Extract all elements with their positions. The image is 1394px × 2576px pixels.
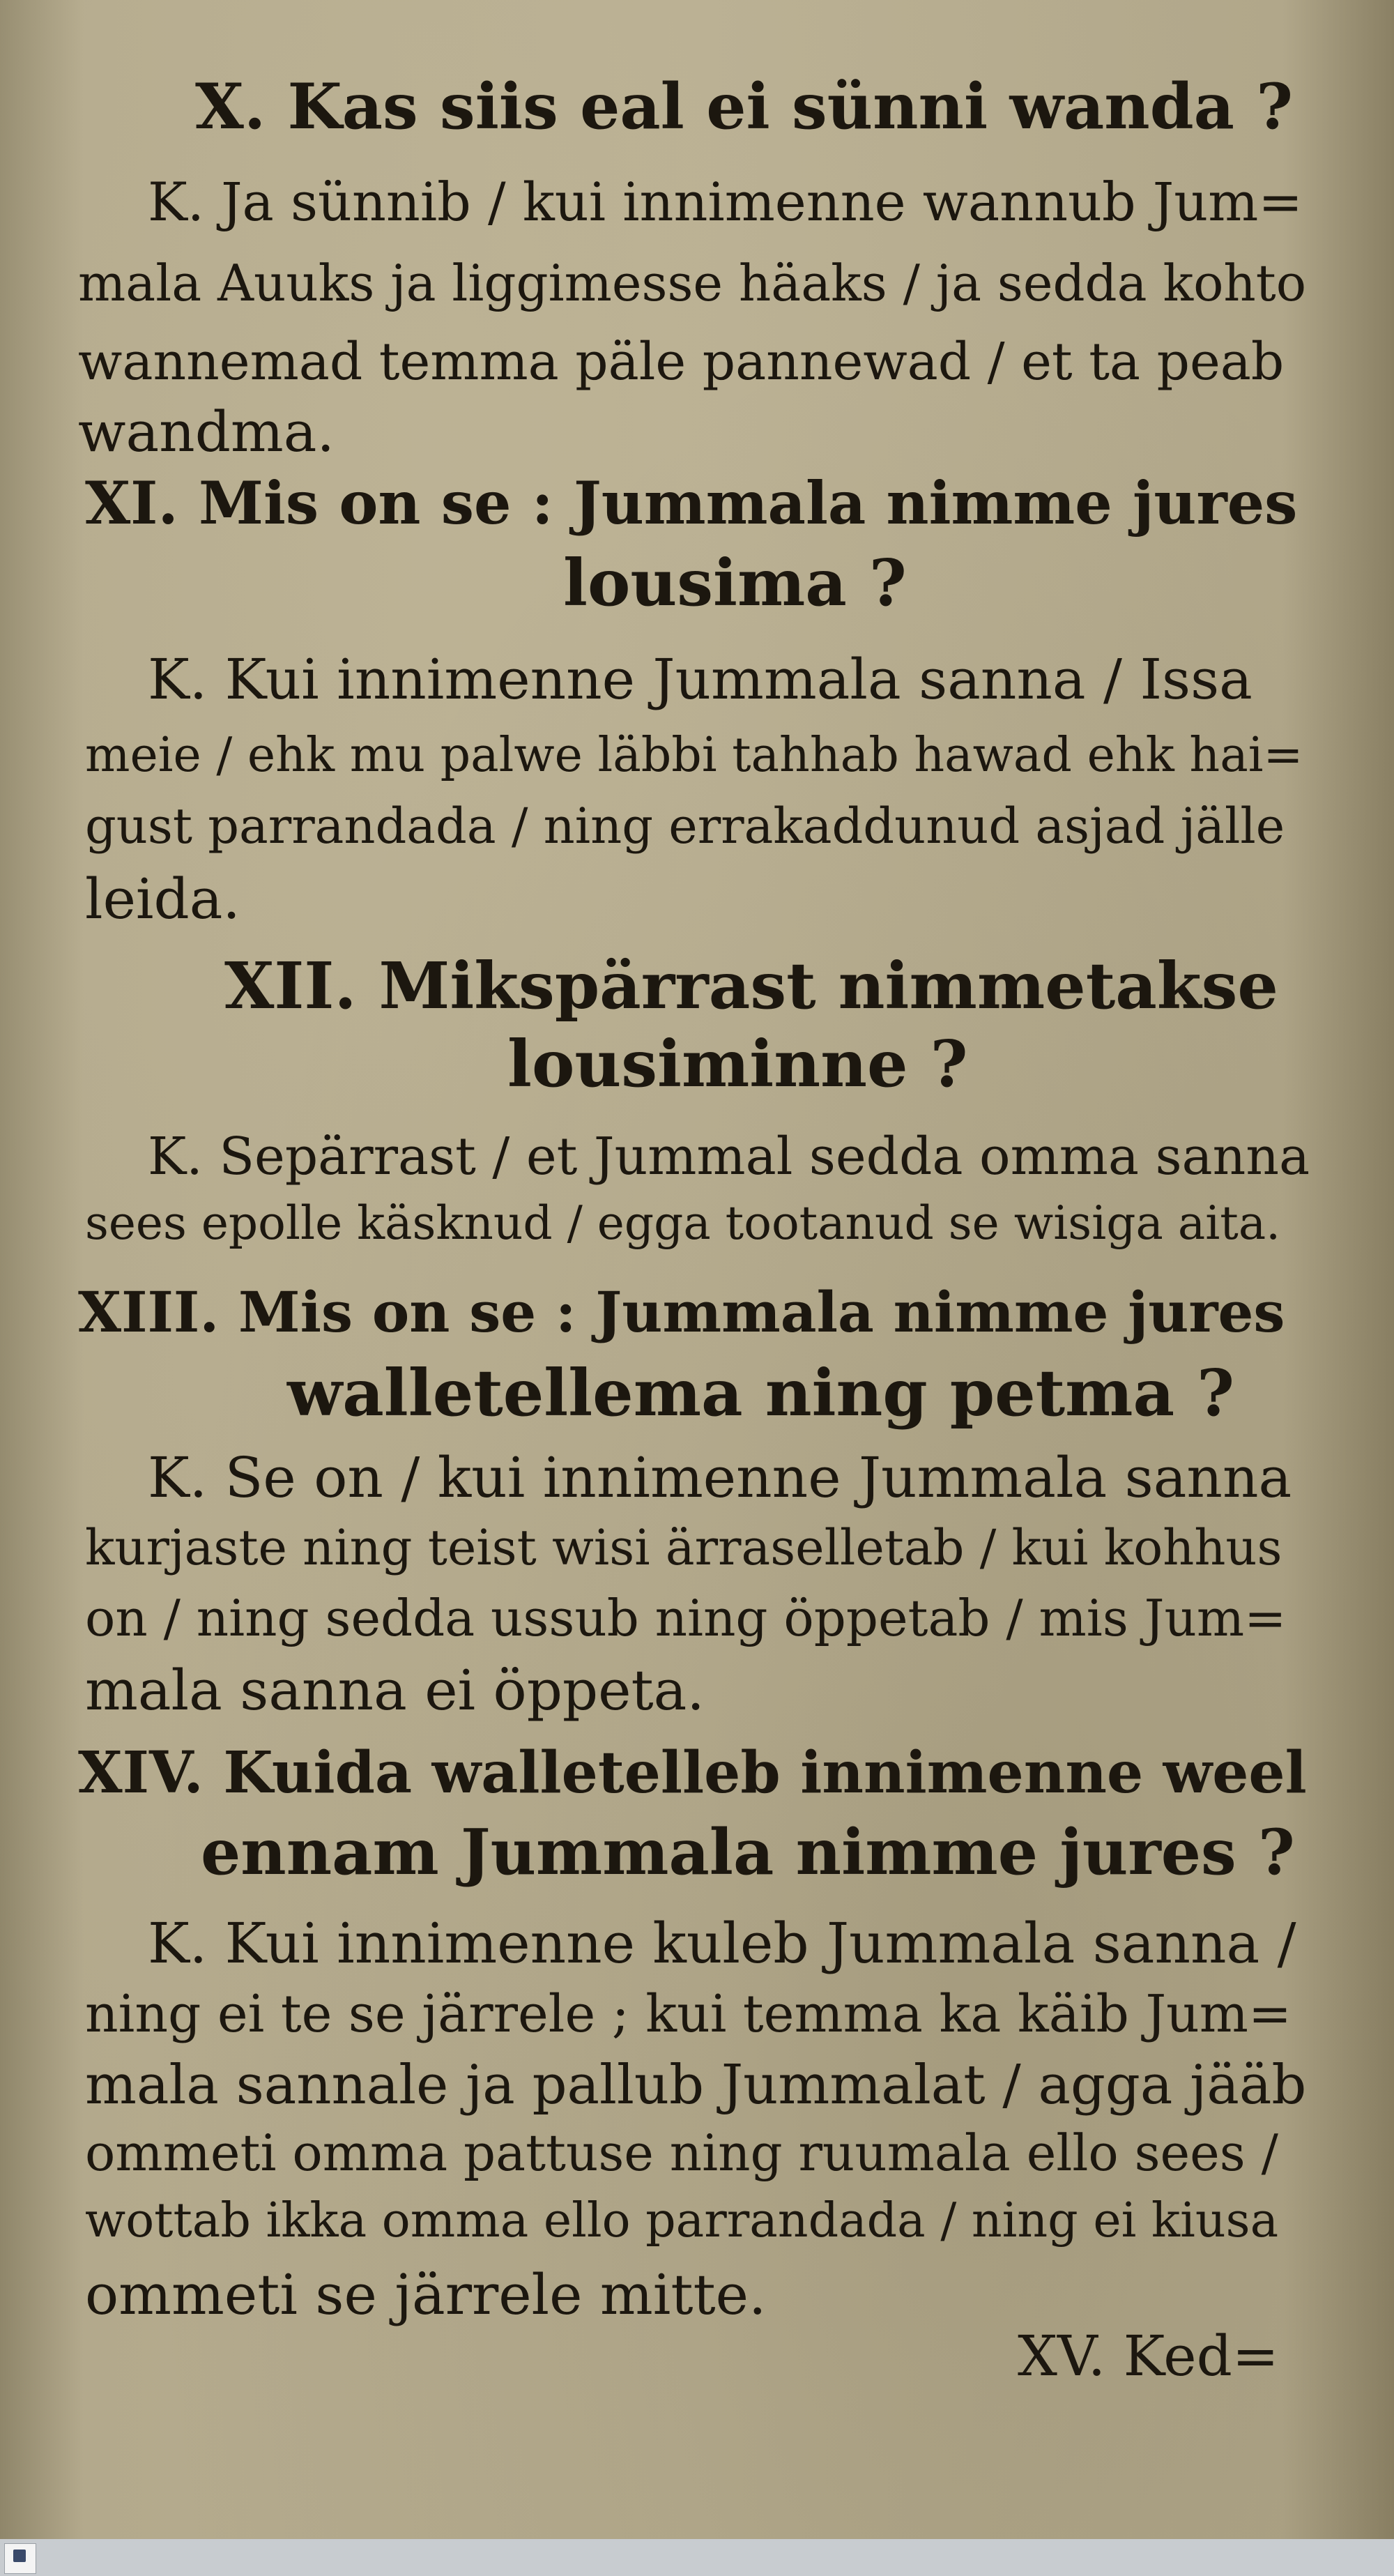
answer-line: K. Se on / kui innimenne Jummala sanna — [148, 1445, 1292, 1510]
question-number: XIV. — [78, 1739, 204, 1806]
question-13-heading — [78, 1279, 1285, 1345]
answer-line: wottab ikka omma ello parrandada / ning ei kiusa — [85, 2193, 1279, 2248]
answer-line: sees epolle käsknud / egga tootanud se wisiga aita. — [85, 1196, 1281, 1250]
answer-line: wandma. — [78, 399, 335, 464]
question-12-heading — [224, 948, 1278, 1023]
answer-line: ning ei te se järrele ; kui temma ka käib Jum= — [85, 1984, 1292, 2044]
answer-line: ommeti se järrele mitte. — [85, 2262, 767, 2327]
question-text: Mis on se : Jummala nimme jures — [198, 468, 1298, 538]
answer-line: ommeti omma pattuse ning ruumala ello sees / — [85, 2124, 1278, 2182]
answer-line: K. Kui innimenne kuleb Jummala sanna / — [148, 1911, 1296, 1976]
question-text: Kuida walletelleb innimenne weel — [223, 1739, 1307, 1806]
question-text: Kas siis eal ei sünni wanda ? — [287, 70, 1294, 144]
question-text: Mis on se : Jummala nimme jures — [238, 1279, 1285, 1345]
answer-line: K. Kui innimenne Jummala sanna / Issa — [148, 647, 1253, 712]
question-10-heading — [195, 70, 1294, 144]
answer-line: K. Ja sünnib / kui innimenne wannub Jum= — [148, 171, 1303, 233]
question-text-cont: lousima ? — [563, 545, 907, 620]
question-text-cont: walletellema ning petma ? — [287, 1355, 1235, 1431]
answer-line: meie / ehk mu palwe läbbi tahhab hawad ehk hai= — [85, 728, 1303, 783]
answer-line: mala sannale ja pallub Jummalat / agga jääb — [85, 2054, 1307, 2117]
question-number: XIII. — [78, 1279, 220, 1345]
viewer-footer-bar — [0, 2539, 1394, 2576]
question-number: X. — [195, 70, 266, 144]
answer-line: mala Auuks ja liggimesse häaks / ja sedda kohto — [78, 254, 1307, 312]
catchword: XV. Ked= — [1018, 2324, 1279, 2388]
question-number: XI. — [85, 468, 178, 538]
question-text: Mikspärrast nimmetakse — [378, 948, 1278, 1023]
answer-line: wannemad temma päle pannewad / et ta peab — [78, 332, 1285, 392]
question-text-cont: lousiminne ? — [507, 1026, 968, 1102]
question-11-heading — [85, 468, 1298, 538]
question-14-heading — [78, 1739, 1307, 1806]
question-text-cont: ennam Jummala nimme jures ? — [201, 1815, 1295, 1889]
answer-line: gust parrandada / ning errakaddunud asjad jälle — [85, 798, 1285, 855]
library-logo-icon — [4, 2543, 36, 2574]
answer-line: kurjaste ning teist wisi ärraselletab / kui kohhus — [85, 1519, 1282, 1576]
answer-line: on / ning sedda ussub ning öppetab / mis Jum= — [85, 1589, 1287, 1647]
question-number: XII. — [224, 948, 357, 1023]
answer-line: K. Sepärrast / et Jummal sedda omma sanna — [148, 1127, 1310, 1187]
answer-line: leida. — [85, 867, 240, 931]
answer-line: mala sanna ei öppeta. — [85, 1658, 705, 1723]
